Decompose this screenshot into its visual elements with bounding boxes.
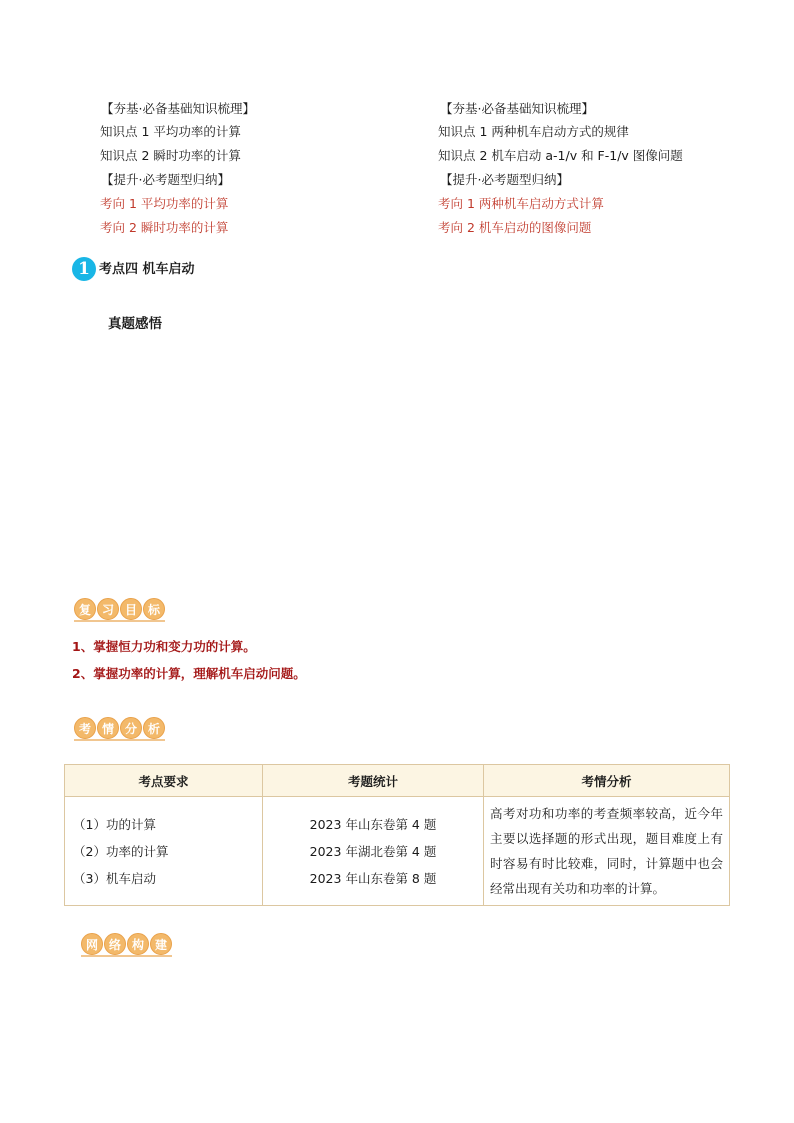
table-header-row [65, 765, 730, 797]
badge-underline [74, 739, 165, 741]
requirement-item: （1）功的计算 [73, 816, 156, 832]
exam-analysis-table [64, 764, 730, 906]
badge-char: 构 [127, 933, 149, 955]
badge-char: 复 [74, 598, 96, 620]
left-knowledge-2: 知识点 2 瞬时功率的计算 [100, 148, 241, 163]
table-row [65, 797, 730, 906]
badge-char: 标 [143, 598, 165, 620]
badge-char: 目 [120, 598, 142, 620]
header-statistics: 考题统计 [263, 765, 484, 797]
badge-underline [81, 955, 172, 957]
goal-item-2: 2、掌握功率的计算，理解机车启动问题。 [72, 666, 306, 681]
section-subtitle: 真题感悟 [108, 316, 162, 332]
statistic-item: 2023 年山东卷第 4 题 [309, 816, 437, 832]
header-analysis: 考情分析 [484, 765, 730, 797]
badge-char: 析 [143, 717, 165, 739]
right-direction-1: 考向 1 两种机车启动方式计算 [438, 196, 604, 211]
analysis-cell: 高考对功和功率的考查频率较高，近今年主要以选择题的形式出现，题目难度上有时容易有时比较难，同时，计算题中也会经常出现有关功和功率的计算。 [484, 797, 730, 906]
header-requirements: 考点要求 [65, 765, 263, 797]
requirement-item: （2）功率的计算 [73, 843, 169, 859]
left-section-types: 【提升·必考题型归纳】 [101, 172, 230, 187]
goal-item-1: 1、掌握恒力功和变力功的计算。 [72, 639, 256, 654]
badge-underline [74, 620, 165, 622]
badge-char: 分 [120, 717, 142, 739]
right-knowledge-1: 知识点 1 两种机车启动方式的规律 [438, 124, 629, 139]
right-knowledge-2: 知识点 2 机车启动 a-1/v 和 F-1/v 图像问题 [438, 148, 683, 163]
badge-char: 考 [74, 717, 96, 739]
right-section-types: 【提升·必考题型归纳】 [440, 172, 569, 187]
right-direction-2: 考向 2 机车启动的图像问题 [438, 220, 592, 235]
badge-char: 建 [150, 933, 172, 955]
review-goals-badge [74, 598, 165, 622]
right-section-basics: 【夯基·必备基础知识梳理】 [440, 101, 594, 116]
requirement-item: （3）机车启动 [73, 870, 156, 886]
requirements-cell [65, 797, 263, 906]
badge-char: 络 [104, 933, 126, 955]
exam-analysis-badge [74, 717, 165, 741]
badge-char: 情 [97, 717, 119, 739]
section-title: 考点四 机车启动 [99, 262, 195, 277]
left-direction-1: 考向 1 平均功率的计算 [100, 196, 229, 211]
left-direction-2: 考向 2 瞬时功率的计算 [100, 220, 229, 235]
statistics-cell [263, 797, 484, 906]
section-number-marker: 1 [72, 257, 96, 281]
network-badge [81, 933, 172, 957]
badge-char: 习 [97, 598, 119, 620]
statistic-item: 2023 年湖北卷第 4 题 [309, 843, 437, 859]
left-knowledge-1: 知识点 1 平均功率的计算 [100, 124, 241, 139]
left-section-basics: 【夯基·必备基础知识梳理】 [101, 101, 255, 116]
badge-char: 网 [81, 933, 103, 955]
statistic-item: 2023 年山东卷第 8 题 [309, 870, 437, 886]
